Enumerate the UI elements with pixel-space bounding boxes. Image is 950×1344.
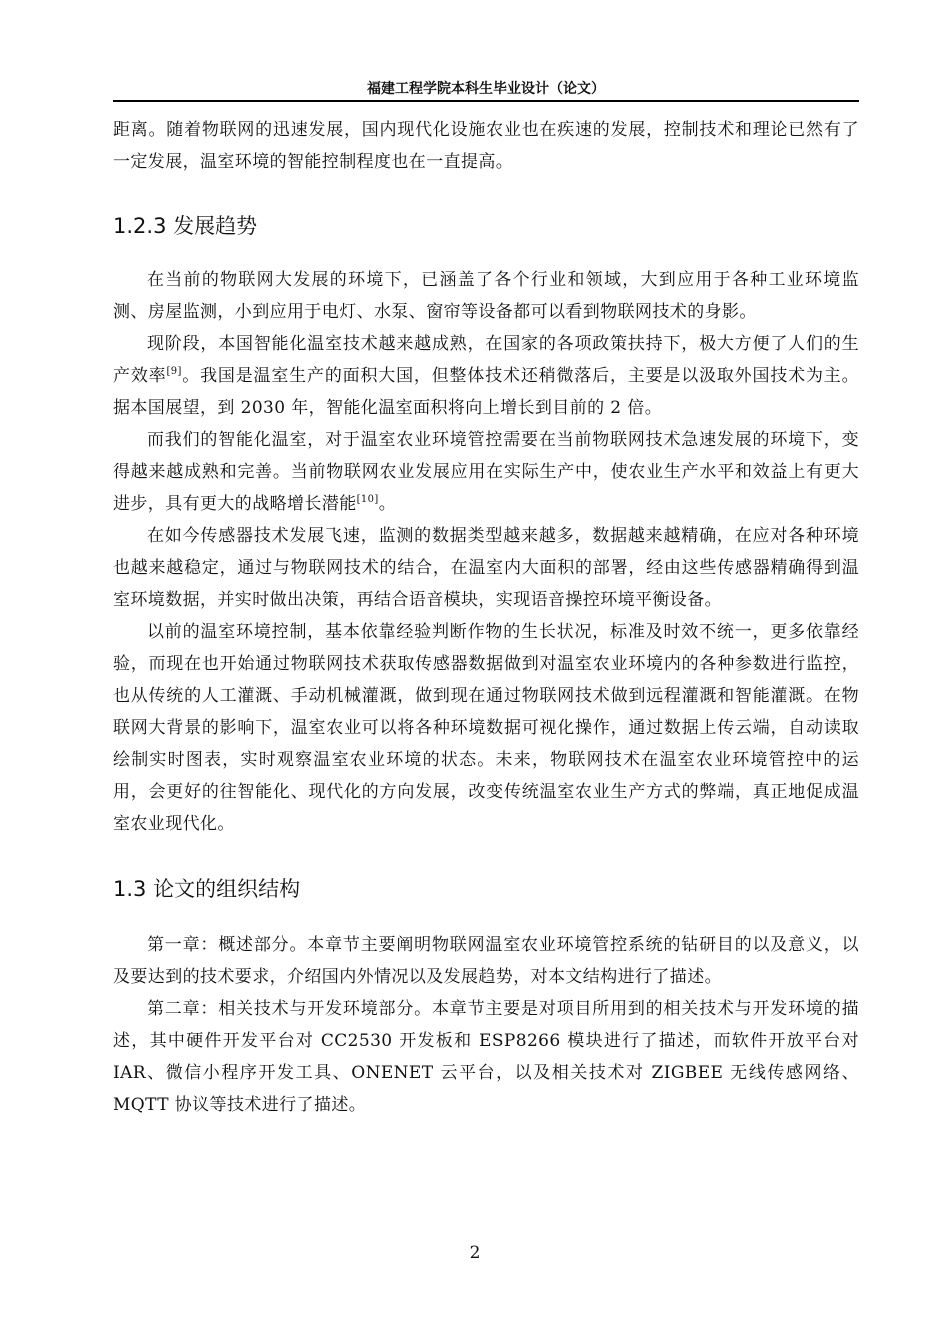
section-heading-1-2-3: 1.2.3 发展趋势	[113, 214, 258, 238]
paragraph-text: 而我们的智能化温室，对于温室农业环境管控需要在当前物联网技术急速发展的环境下，变得越来越成熟和完善。当前物联网农业发展应用在实际生产中，使农业生产水平和效益上有更大进步，具有更大的战略增长潜能	[113, 430, 859, 514]
paragraph-text: 。我国是温室生产的面积大国，但整体技术还稍微落后，主要是以汲取外国技术为主。据本国展望，到 2030 年，智能化温室面积将向上增长到目前的 2 倍。	[113, 366, 860, 418]
citation-ref-10: [10]	[356, 494, 379, 505]
section-heading-1-3: 1.3 论文的组织结构	[113, 877, 301, 901]
paragraph-current-stage	[113, 328, 859, 424]
citation-ref-9: [9]	[166, 366, 182, 377]
paragraph-chapter-two: 第二章：相关技术与开发环境部分。本章节主要是对项目所用到的相关技术与开发环境的描述，其中硬件开发平台对 CC2530 开发板和 ESP8266 模块进行了描述，而软件开放平台对 IAR、微信小程序开发工具、ONENET 云平台，以及相关技术对 ZIGBEE 无线传感网络、MQTT 协议等技术进行了描述。	[113, 999, 859, 1115]
paragraph-smart-greenhouse	[113, 424, 859, 520]
page-number: 2	[469, 1243, 481, 1263]
paragraph-environment-control: 以前的温室环境控制，基本依靠经验判断作物的生长状况，标准及时效不统一，更多依靠经验，而现在也开始通过物联网技术获取传感器数据做到对温室农业环境内的各种参数进行监控，也从传统的人工灌溉、手动机械灌溉，做到现在通过物联网技术做到远程灌溉和智能灌溉。在物联网大背景的影响下，温室农业可以将各种环境数据可视化操作，通过数据上传云端，自动读取绘制实时图表，实时观察温室农业环境的状态。未来，物联网技术在温室农业环境管控中的运用，会更好的往智能化、现代化的方向发展，改变传统温室农业生产方式的弊端，真正地促成温室农业现代化。	[113, 622, 859, 834]
page-body	[113, 114, 859, 1121]
running-header: 福建工程学院本科生毕业设计（论文）	[367, 81, 605, 97]
paragraph-text: 现阶段，本国智能化温室技术越来越成熟，在国家的各项政策扶持下，极大方便了人们的生产效率	[113, 334, 859, 386]
paragraph-text: 。	[378, 494, 397, 514]
paragraph-chapter-one: 第一章：概述部分。本章节主要阐明物联网温室农业环境管控系统的钻研目的以及意义，以及要达到的技术要求，介绍国内外情况以及发展趋势，对本文结构进行了描述。	[113, 935, 859, 987]
paragraph-iot-environment: 在当前的物联网大发展的环境下，已涵盖了各个行业和领域，大到应用于各种工业环境监测、房屋监测，小到应用于电灯、水泵、窗帘等设备都可以看到物联网技术的身影。	[113, 270, 859, 322]
paragraph-continuation: 距离。随着物联网的迅速发展，国内现代化设施农业也在疾速的发展，控制技术和理论已然有了一定发展，温室环境的智能控制程度也在一直提高。	[113, 120, 859, 172]
paragraph-sensor-tech: 在如今传感器技术发展飞速，监测的数据类型越来越多，数据越来越精确，在应对各种环境也越来越稳定，通过与物联网技术的结合，在温室内大面积的部署，经由这些传感器精确得到温室环境数据，并实时做出决策，再结合语音模块，实现语音操控环境平衡设备。	[113, 526, 859, 610]
header-rule	[113, 100, 859, 102]
